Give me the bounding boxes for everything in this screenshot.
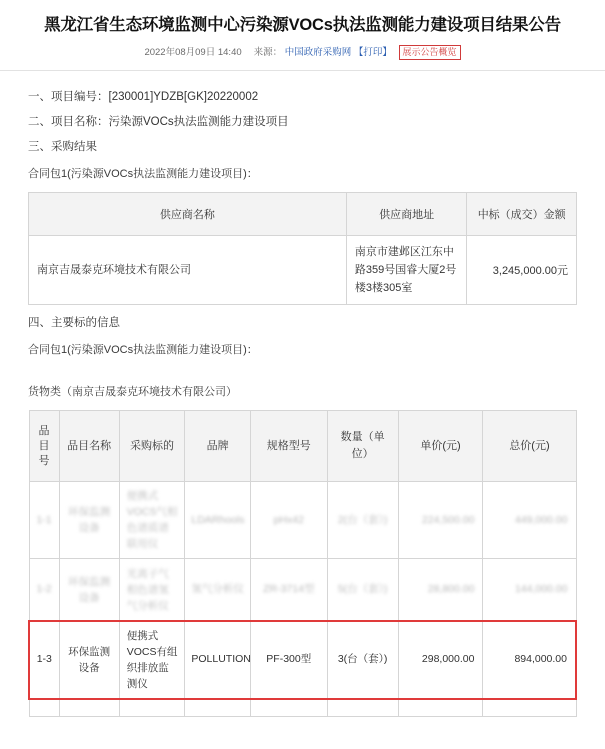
col-procurement-target: 采购标的 bbox=[119, 411, 185, 482]
print-link[interactable]: 【打印】 bbox=[353, 47, 392, 59]
col-total-price: 总价(元) bbox=[483, 411, 576, 482]
cell-spec-model: PF-300型 bbox=[250, 621, 327, 699]
cell-empty bbox=[398, 699, 483, 717]
cell-supplier-address: 南京市建邺区江东中路359号国睿大厦2号楼3楼305室 bbox=[346, 236, 467, 305]
cell-procurement-target: 便携式VOCS有组织排放监测仪 bbox=[119, 621, 185, 699]
cell-procurement-target: 光离子气相色谱氢气分析仪 bbox=[119, 559, 185, 621]
cell-spec-model: pHx42 bbox=[250, 482, 327, 559]
cell-item-no: 1-1 bbox=[29, 482, 59, 559]
table-row bbox=[29, 482, 576, 559]
cell-quantity-unit: 3(台（套）) bbox=[327, 621, 398, 699]
table-row bbox=[29, 236, 577, 305]
table-header-row bbox=[29, 193, 577, 236]
cell-unit-price: 224,500.00 bbox=[398, 482, 483, 559]
spacer bbox=[28, 305, 577, 313]
page-title: 黑龙江省生态环境监测中心污染源VOCs执法监测能力建设项目结果公告 bbox=[44, 16, 561, 34]
cell-quantity-unit: 2(台（套）) bbox=[327, 482, 398, 559]
cell-item-name: 环保监测设备 bbox=[59, 621, 119, 699]
table-row-partial bbox=[29, 699, 576, 717]
goods-category-line: 货物类（南京吉晟泰克环境技术有限公司） bbox=[28, 386, 237, 399]
document-body bbox=[0, 71, 605, 717]
col-item-name: 品目名称 bbox=[59, 411, 119, 482]
table-row bbox=[29, 621, 576, 699]
status-badge[interactable]: 展示公告概览 bbox=[399, 45, 461, 60]
cell-procurement-target: 便携式VOCS气相色谱质谱联用仪 bbox=[119, 482, 185, 559]
cell-unit-price: 298,000.00 bbox=[398, 621, 483, 699]
col-quantity-unit: 数量（单位） bbox=[327, 411, 398, 482]
col-item-no: 品目号 bbox=[29, 411, 59, 482]
col-brand: 品牌 bbox=[185, 411, 251, 482]
cell-total-price: 894,000.00 bbox=[483, 621, 576, 699]
procurement-result-heading: 三、采购结果 bbox=[28, 141, 97, 154]
cell-empty bbox=[185, 699, 251, 717]
cell-empty bbox=[29, 699, 59, 717]
cell-brand: POLLUTION bbox=[185, 621, 251, 699]
article-meta bbox=[0, 38, 605, 70]
cell-brand: LDARhools bbox=[185, 482, 251, 559]
cell-item-name: 环保监测设备 bbox=[59, 482, 119, 559]
package-line-2: 合同包1(污染源VOCs执法监测能力建设项目)： bbox=[28, 344, 258, 357]
cell-empty bbox=[327, 699, 398, 717]
spacer-2 bbox=[28, 368, 577, 376]
goods-table bbox=[28, 410, 577, 717]
col-spec-model: 规格型号 bbox=[250, 411, 327, 482]
col-supplier-name: 供应商名称 bbox=[29, 193, 347, 236]
cell-total-price: 449,000.00 bbox=[483, 482, 576, 559]
cell-spec-model: ZR-3714型 bbox=[250, 559, 327, 621]
result-table bbox=[28, 192, 577, 305]
cell-award-amount: 3,245,000.00元 bbox=[467, 236, 577, 305]
col-supplier-address: 供应商地址 bbox=[346, 193, 467, 236]
cell-item-no: 1-2 bbox=[29, 559, 59, 621]
goods-table-header-row bbox=[29, 411, 576, 482]
meta-separator bbox=[244, 47, 251, 58]
publish-date: 2022年08月09日 14:40 bbox=[144, 47, 242, 59]
cell-empty bbox=[119, 699, 185, 717]
project-number-line: 一、项目编号：[230001]YDZB[GK]20220002 bbox=[28, 91, 259, 104]
cell-item-no: 1-3 bbox=[29, 621, 59, 699]
source-label: 来源： bbox=[253, 47, 283, 59]
cell-empty bbox=[59, 699, 119, 717]
cell-empty bbox=[250, 699, 327, 717]
cell-brand: 氢气分析仪 bbox=[185, 559, 251, 621]
table-row bbox=[29, 559, 576, 621]
cell-empty bbox=[483, 699, 576, 717]
cell-total-price: 144,000.00 bbox=[483, 559, 576, 621]
package-line-1: 合同包1(污染源VOCs执法监测能力建设项目)： bbox=[28, 168, 258, 181]
source-link[interactable]: 中国政府采购网 bbox=[284, 47, 352, 59]
cell-quantity-unit: 5(台（套）) bbox=[327, 559, 398, 621]
cell-supplier-name: 南京吉晟泰克环境技术有限公司 bbox=[29, 236, 347, 305]
col-unit-price: 单价(元) bbox=[398, 411, 483, 482]
cell-unit-price: 28,800.00 bbox=[398, 559, 483, 621]
cell-item-name: 环保监测设备 bbox=[59, 559, 119, 621]
main-target-heading: 四、主要标的信息 bbox=[28, 317, 120, 330]
project-name-line: 二、项目名称：污染源VOCs执法监测能力建设项目 bbox=[28, 116, 289, 129]
col-award-amount: 中标（成交）金额 bbox=[467, 193, 577, 236]
